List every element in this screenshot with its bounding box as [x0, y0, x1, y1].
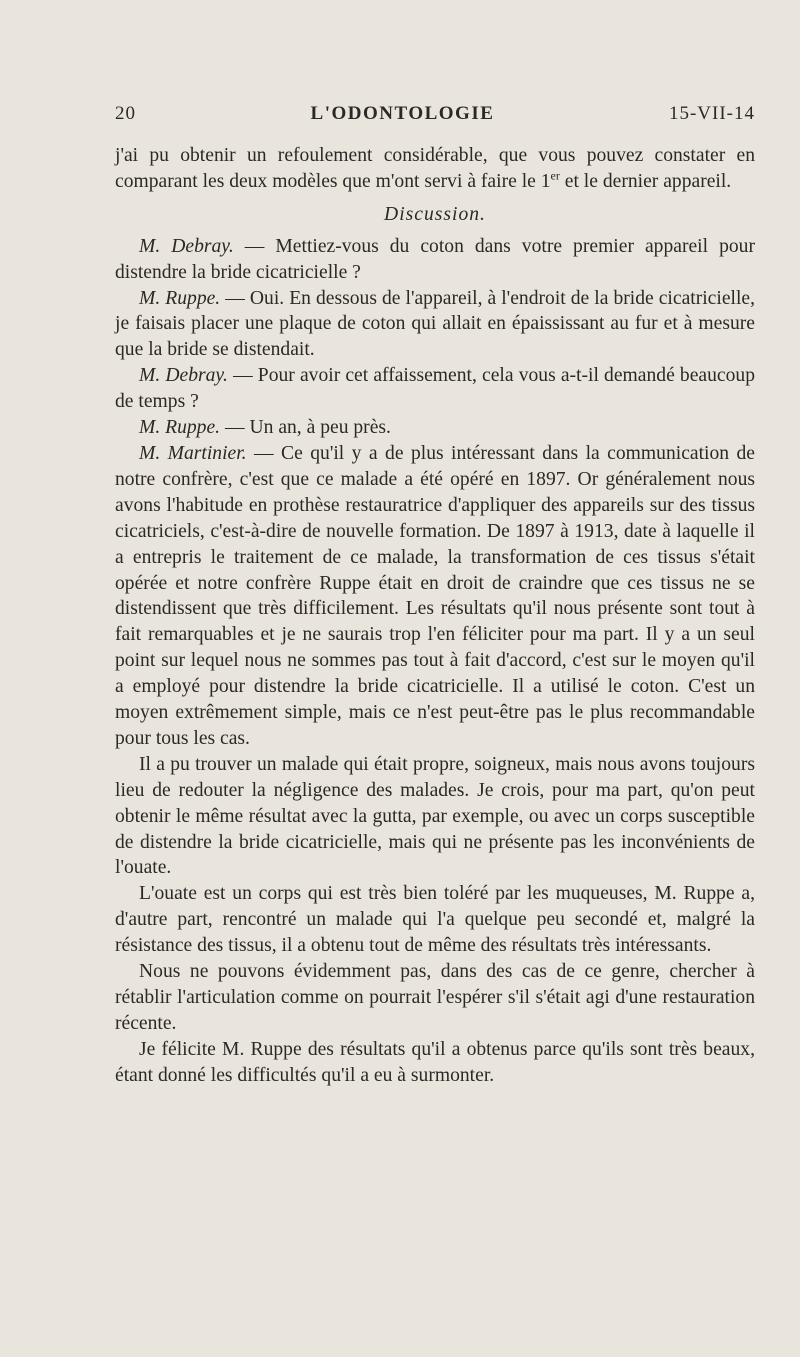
paragraph-4	[115, 363, 755, 415]
paragraph-1-text-a: j'ai pu obtenir un refoulement considérable, que vous pouvez constater en comparant les deux modèles que m'ont servi à faire le 1	[115, 145, 755, 192]
section-heading: Discussion.	[384, 203, 486, 225]
page-number: 20	[115, 103, 136, 124]
paragraph-1-text-b: et le dernier appareil.	[559, 170, 732, 192]
paragraph-9: Nous ne pouvons évidemment pas, dans des cas de ce genre, chercher à rétablir l'articulation comme on pourrait l'espérer s'il s'était agi d'une restauration récente.	[115, 961, 755, 1034]
speech-text: — Pour avoir cet affaissement, cela vous a-t-il demandé beaucoup de temps ?	[115, 365, 755, 413]
page-body	[115, 143, 755, 1089]
issue-date: 15-VII-14	[668, 103, 755, 124]
ordinal-superscript: er	[550, 168, 560, 183]
paragraph-8: L'ouate est un corps qui est très bien toléré par les muqueuses, M. Ruppe a, d'autre part, rencontré un malade qui l'a quelque peu secondé et, malgré la résistance des tissus, il a obtenu tout de même des résultats très intéressants.	[115, 883, 755, 957]
speaker-name: M. Ruppe.	[139, 417, 221, 439]
speech-text: — Mettiez-vous du coton dans votre premier appareil pour distendre la bride cicatricielle ?	[115, 235, 755, 283]
paragraph-6	[115, 441, 755, 752]
paragraph-2	[115, 234, 755, 286]
speaker-name: M. Debray.	[139, 235, 234, 257]
speech-text: — Oui. En dessous de l'appareil, à l'endroit de la bride cicatricielle, je faisais placer une plaque de coton qui allait en épaississant au fur et à mesure que la bride se distendait.	[115, 287, 756, 361]
paragraph-5	[115, 415, 755, 441]
paragraph-10: Je félicite M. Ruppe des résultats qu'il a obtenus parce qu'ils sont très beaux, étant donné les difficultés qu'il a eu à surmonter.	[115, 1038, 755, 1086]
paragraph-3	[115, 286, 755, 364]
running-header	[115, 103, 755, 131]
paragraph-1	[115, 143, 755, 195]
speaker-name: M. Debray.	[139, 365, 228, 387]
paragraph-7: Il a pu trouver un malade qui était propre, soigneux, mais nous avons toujours lieu de redouter la négligence des malades. Je crois, pour ma part, qu'on peut obtenir le même résultat avec la gutta, par exemple, ou avec un corps susceptible de distendre la bride cicatricielle, mais qui ne présente pas les inconvénients de l'ouate.	[115, 753, 755, 879]
speech-text: — Un an, à peu près.	[220, 417, 391, 439]
speaker-name: M. Ruppe.	[139, 287, 221, 309]
speaker-name: M. Martinier.	[139, 442, 247, 464]
journal-title: L'ODONTOLOGIE	[310, 103, 495, 124]
speech-text: — Ce qu'il y a de plus intéressant dans la communication de notre confrère, c'est que ce malade a été opéré en 1897. Or généralement nous avons l'habitude en prothèse restauratrice d'appliquer des appareils sur des tissus cicatriciels, c'est-à-dire de nouvelle formation. De 1897 à 1913, date à laquelle il a entrepris le traitement de ce malade, la transformation de ces tissus s'était opérée et notre confrère Ruppe était en droit de craindre que ces tissus ne se distendissent que très difficilement. Les résultats qu'il nous présente sont tout à fait remarquables et je ne saurais trop l'en féliciter pour ma part. Il y a un seul point sur lequel nous ne sommes pas tout à fait d'accord, c'est sur le moyen qu'il a employé pour distendre la bride cicatricielle. Il a utilisé le coton. C'est un moyen extrêmement simple, mais ce n'est peut-être pas le plus recommandable pour tous les cas.	[115, 442, 755, 749]
